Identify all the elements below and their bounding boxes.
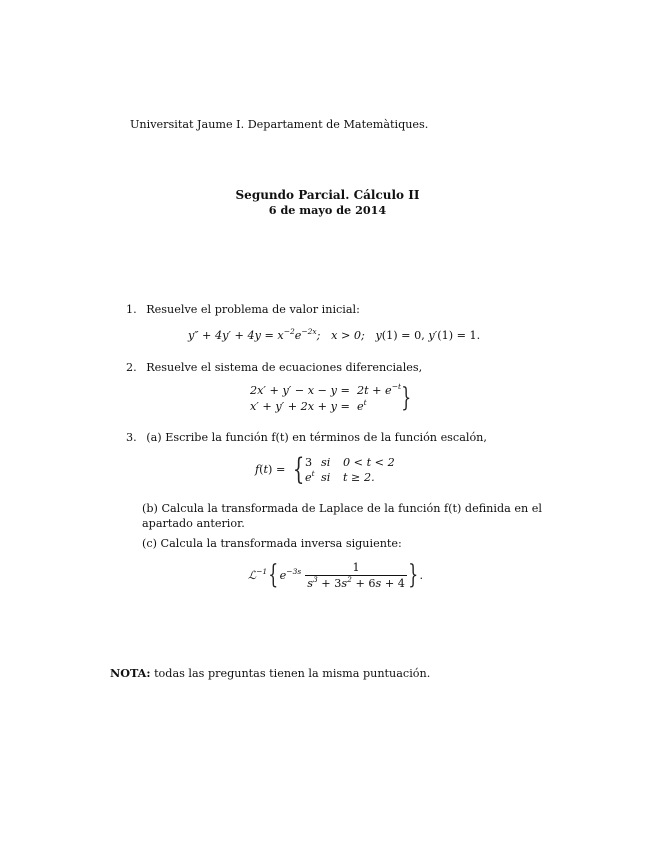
- equation-ivp: $y'' + 4y' + 4y = x^{-2}e^{-2x}$; x > 0; y(1) = 0, y′(1) = 1.: [188, 327, 481, 342]
- exam-date: 6 de mayo de 2014: [268, 203, 387, 217]
- equation-system: $2x' + y' - x - y = 2t + e^{-t}$ $x' + y' + 2x + y = e^t$: [250, 382, 401, 413]
- problem-1-statement: Resuelve el problema de valor inicial:: [146, 303, 360, 316]
- institution-header: Universitat Jaume I. Departament de Matemàtiques.: [130, 118, 429, 131]
- problem-3b-line1: (b) Calcula la transformada de Laplace de la función f(t) definida en el: [142, 502, 542, 515]
- problem-1: [126, 303, 360, 316]
- footer-note: [110, 666, 430, 680]
- problem-number: 3.: [126, 431, 137, 444]
- exam-title: Segundo Parcial. Cálculo II: [235, 188, 420, 202]
- problem-number: 2.: [126, 361, 137, 374]
- problem-3: [126, 431, 487, 444]
- problem-2: [126, 361, 422, 374]
- note-label: NOTA:: [110, 666, 151, 680]
- problem-3c-statement: (c) Calcula la transformada inversa siguiente:: [142, 537, 402, 550]
- system-right-brace: }: [401, 383, 412, 413]
- note-text: todas las preguntas tienen la misma puntuación.: [154, 667, 431, 680]
- inverse-laplace-expression: ℒ$^{-1}$ { $e^{-3s}$ $\frac{1}{s^3 + 3s^2 + 6s + 4}$ } .: [248, 560, 423, 590]
- problem-number: 1.: [126, 303, 137, 316]
- problem-3a-statement: (a) Escribe la función f(t) en términos de la función escalón,: [146, 431, 487, 444]
- piecewise-left-brace: {: [292, 452, 305, 487]
- piecewise-cases: 3 si 0 < t < 2 $e^t$ si t ≥ 2.: [305, 456, 395, 484]
- piecewise-function-label: f(t) =: [255, 463, 286, 476]
- problem-3b-line2: apartado anterior.: [142, 517, 245, 530]
- problem-2-statement: Resuelve el sistema de ecuaciones diferenciales,: [146, 361, 423, 374]
